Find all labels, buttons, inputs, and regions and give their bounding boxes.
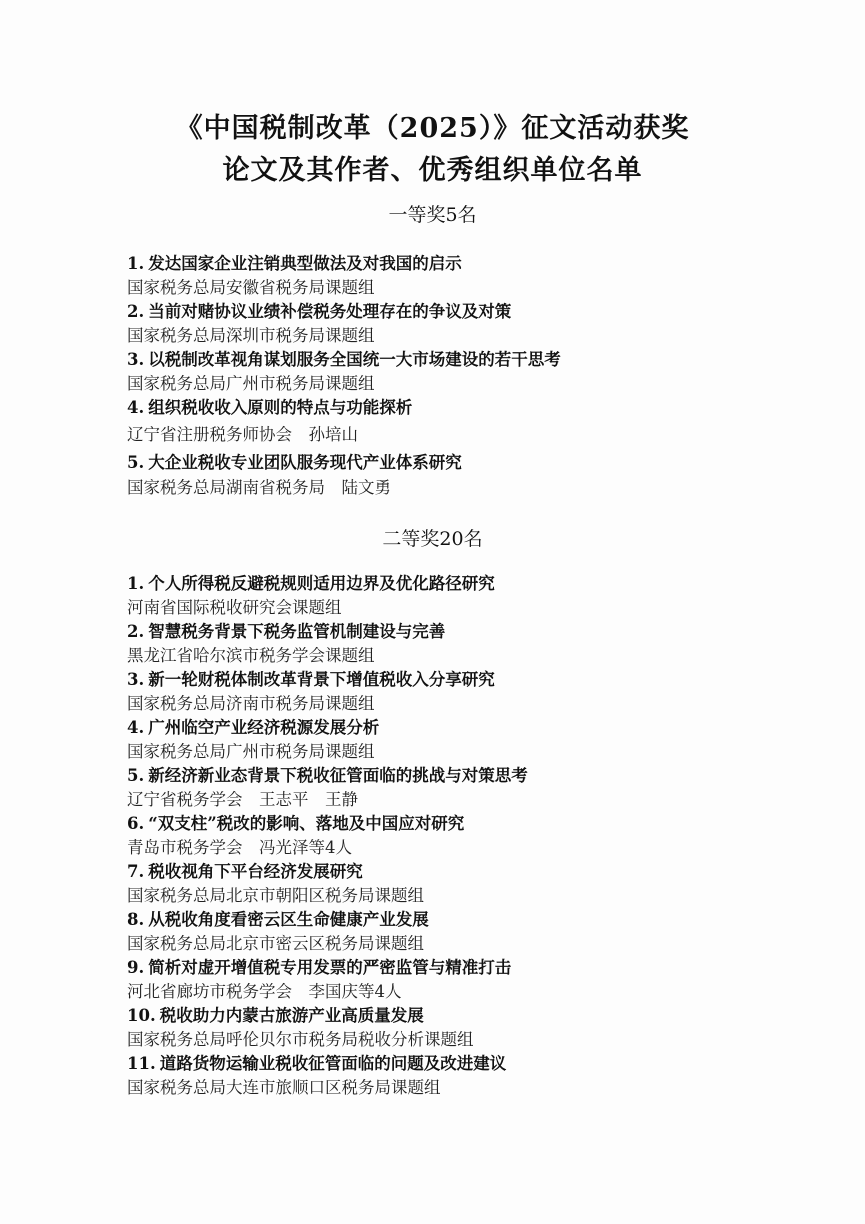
entry-number: 2. xyxy=(127,302,145,321)
entry-number: 7. xyxy=(127,862,145,881)
award-entry xyxy=(127,668,827,716)
entry-title-line xyxy=(127,860,827,884)
award-entry xyxy=(127,300,827,348)
entry-author: 国家税务总局广州市税务局课题组 xyxy=(127,374,375,393)
entry-title: 大企业税收专业团队服务现代产业体系研究 xyxy=(148,453,462,472)
entry-number: 5. xyxy=(127,766,145,785)
entry-author: 国家税务总局济南市税务局课题组 xyxy=(127,694,375,713)
award-entry xyxy=(127,1052,827,1100)
award-entry xyxy=(127,1004,827,1052)
entry-title-line xyxy=(127,812,827,836)
award-entry xyxy=(127,908,827,956)
entry-title: 发达国家企业注销典型做法及对我国的启示 xyxy=(148,254,462,273)
entry-author: 黑龙江省哈尔滨市税务学会课题组 xyxy=(127,646,375,665)
entry-title-line xyxy=(127,572,827,596)
award-entry xyxy=(127,396,827,450)
entry-title-line xyxy=(127,716,827,740)
entry-author: 国家税务总局深圳市税务局课题组 xyxy=(127,326,375,345)
award-entry xyxy=(127,620,827,668)
entry-author: 国家税务总局大连市旅顺口区税务局课题组 xyxy=(127,1078,441,1097)
entry-title-line xyxy=(127,348,827,372)
entry-title-line xyxy=(127,396,827,420)
entry-title: 简析对虚开增值税专用发票的严密监管与精准打击 xyxy=(148,958,512,977)
award-entry xyxy=(127,764,827,812)
entry-title-line xyxy=(127,252,827,276)
entry-author: 国家税务总局广州市税务局课题组 xyxy=(127,742,375,761)
entry-title: 道路货物运输业税收征管面临的问题及改进建议 xyxy=(159,1054,507,1073)
section-heading-first-prize: 一等奖5名 xyxy=(388,204,477,226)
entry-title: 税收助力内蒙古旅游产业高质量发展 xyxy=(159,1006,424,1025)
entry-title-line xyxy=(127,620,827,644)
award-entry xyxy=(127,450,827,500)
entry-title: 智慧税务背景下税务监管机制建设与完善 xyxy=(148,622,446,641)
entry-title: 广州临空产业经济税源发展分析 xyxy=(148,718,380,737)
entry-number: 2. xyxy=(127,622,145,641)
section-heading-second-prize: 二等奖20名 xyxy=(382,528,483,550)
award-entry xyxy=(127,252,827,300)
entry-number: 6. xyxy=(127,814,145,833)
entry-author: 国家税务总局北京市朝阳区税务局课题组 xyxy=(127,886,424,905)
entry-author: 辽宁省注册税务师协会 孙培山 xyxy=(127,425,358,444)
entry-number: 1. xyxy=(127,254,145,273)
document-title-line-1: 《中国税制改革（2025）》征文活动获奖 xyxy=(175,113,690,144)
entry-number: 9. xyxy=(127,958,145,977)
entry-title-line xyxy=(127,450,827,476)
entry-number: 3. xyxy=(127,670,145,689)
entry-title: 税收视角下平台经济发展研究 xyxy=(148,862,363,881)
entry-number: 8. xyxy=(127,910,145,929)
entry-author: 辽宁省税务学会 王志平 王静 xyxy=(127,790,358,809)
entry-number: 3. xyxy=(127,350,145,369)
entry-number: 11. xyxy=(127,1054,156,1073)
entry-author: 青岛市税务学会 冯光泽等4人 xyxy=(127,838,352,857)
entry-title: 当前对赌协议业绩补偿税务处理存在的争议及对策 xyxy=(148,302,512,321)
entry-title-line xyxy=(127,956,827,980)
entry-title: 组织税收收入原则的特点与功能探析 xyxy=(148,398,413,417)
award-entry xyxy=(127,716,827,764)
entry-author: 国家税务总局呼伦贝尔市税务局税收分析课题组 xyxy=(127,1030,474,1049)
first-prize-list xyxy=(127,252,827,500)
entry-title-line xyxy=(127,764,827,788)
award-entry xyxy=(127,572,827,620)
award-entry xyxy=(127,812,827,860)
entry-title-line xyxy=(127,908,827,932)
entry-title-line xyxy=(127,300,827,324)
entry-author: 国家税务总局湖南省税务局 陆文勇 xyxy=(127,478,391,497)
document-title-line-2: 论文及其作者、优秀组织单位名单 xyxy=(222,155,643,186)
entry-author: 河南省国际税收研究会课题组 xyxy=(127,598,342,617)
award-entry xyxy=(127,860,827,908)
entry-title: 从税收角度看密云区生命健康产业发展 xyxy=(148,910,429,929)
award-entry xyxy=(127,348,827,396)
entry-number: 10. xyxy=(127,1006,156,1025)
entry-title: 个人所得税反避税规则适用边界及优化路径研究 xyxy=(148,574,495,593)
entry-author: 河北省廊坊市税务学会 李国庆等4人 xyxy=(127,982,402,1001)
entry-number: 5. xyxy=(127,453,145,472)
entry-title-line xyxy=(127,1004,827,1028)
entry-number: 1. xyxy=(127,574,145,593)
entry-title-line xyxy=(127,668,827,692)
entry-title: 以税制改革视角谋划服务全国统一大市场建设的若干思考 xyxy=(148,350,561,369)
second-prize-list xyxy=(127,572,827,1100)
entry-title: 新一轮财税体制改革背景下增值税收入分享研究 xyxy=(148,670,495,689)
entry-author: 国家税务总局安徽省税务局课题组 xyxy=(127,278,375,297)
entry-title: 新经济新业态背景下税收征管面临的挑战与对策思考 xyxy=(148,766,528,785)
award-entry xyxy=(127,956,827,1004)
entry-author: 国家税务总局北京市密云区税务局课题组 xyxy=(127,934,424,953)
entry-number: 4. xyxy=(127,398,145,417)
entry-title-line xyxy=(127,1052,827,1076)
entry-title: “双支柱”税改的影响、落地及中国应对研究 xyxy=(148,814,465,833)
entry-number: 4. xyxy=(127,718,145,737)
